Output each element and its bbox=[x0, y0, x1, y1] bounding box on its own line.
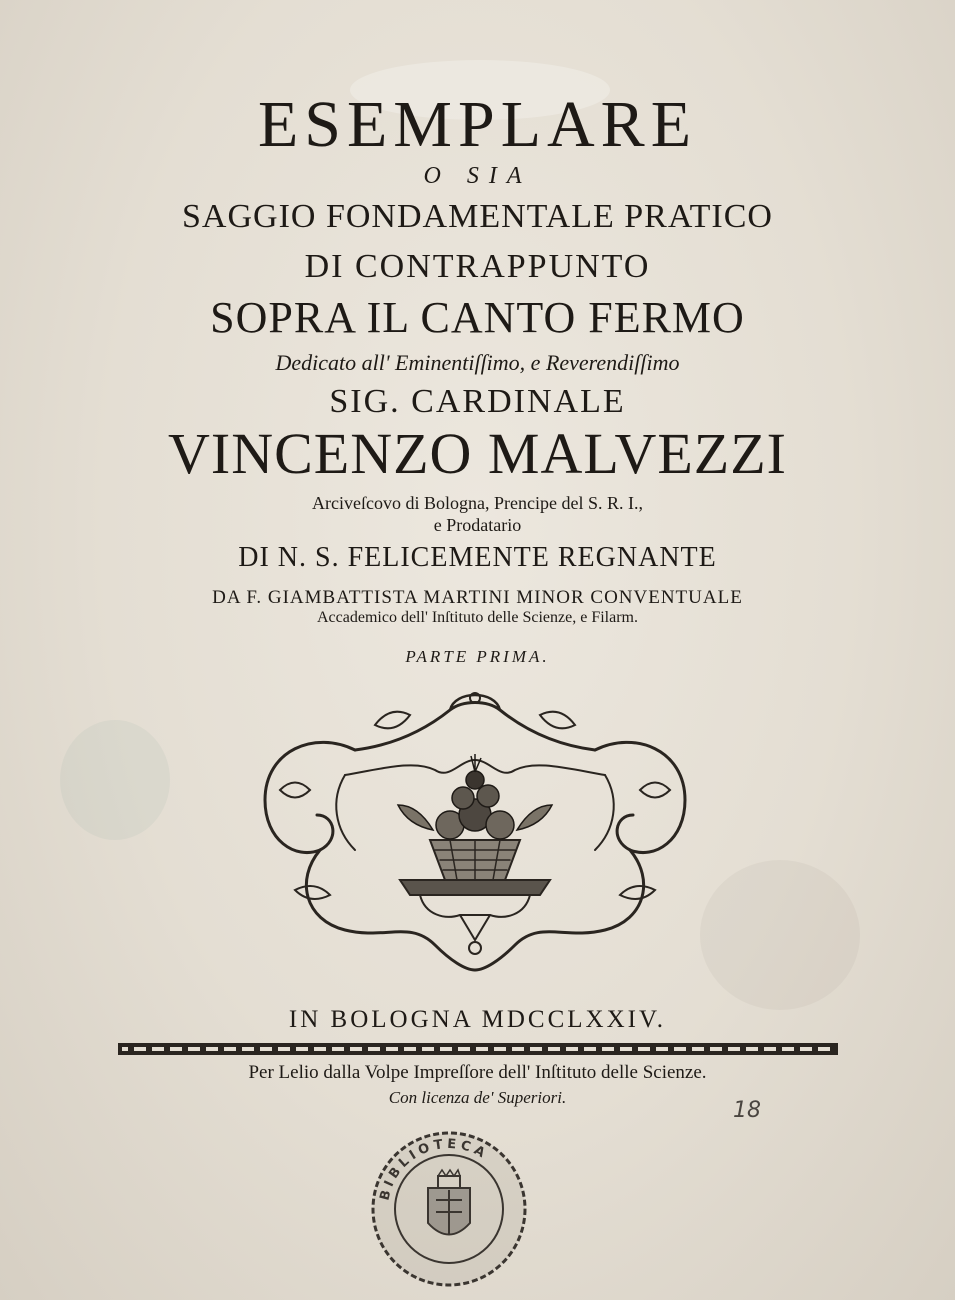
rule-dot bbox=[776, 1046, 782, 1052]
rule-dot bbox=[272, 1046, 278, 1052]
author-affiliation: Accademico dell' Inſtituto delle Scienze, e Filarm. bbox=[317, 609, 638, 626]
pope-line: DI N. S. FELICEMENTE REGNANTE bbox=[238, 542, 717, 573]
author-line: DA F. GIAMBATTISTA MARTINI MINOR CONVENTUALE bbox=[212, 587, 743, 608]
library-stamp-icon bbox=[368, 1128, 530, 1290]
rule-dot bbox=[632, 1046, 638, 1052]
rule-dot bbox=[236, 1046, 242, 1052]
subtitle-line-3: SOPRA IL CANTO FERMO bbox=[210, 293, 745, 342]
rule-dot bbox=[200, 1046, 206, 1052]
handwritten-annotation bbox=[733, 1098, 773, 1128]
place-year: IN BOLOGNA MDCCLXXIV. bbox=[288, 1006, 667, 1033]
subtitle-line-1: SAGGIO FONDAMENTALE PRATICO bbox=[182, 198, 773, 235]
rule-dot bbox=[524, 1046, 530, 1052]
rule-dot bbox=[704, 1046, 710, 1052]
annotation-number: 18 bbox=[733, 1098, 761, 1123]
rule-dot bbox=[506, 1046, 512, 1052]
rule-dot bbox=[182, 1046, 188, 1052]
rule-dot bbox=[596, 1046, 602, 1052]
rule-dot bbox=[362, 1046, 368, 1052]
cardinal-office-1: Arciveſcovo di Bologna, Prencipe del S. R. I., bbox=[312, 493, 643, 513]
printer-rule-icon bbox=[118, 1043, 838, 1055]
paper-stain bbox=[700, 860, 860, 1010]
rule-dot bbox=[344, 1046, 350, 1052]
rule-dot bbox=[326, 1046, 332, 1052]
cardinal-name: VINCENZO MALVEZZI bbox=[168, 421, 787, 486]
rule-dot bbox=[290, 1046, 296, 1052]
rule-dot bbox=[560, 1046, 566, 1052]
printer-line: Per Lelio dalla Volpe Impreſſore dell' Inſtituto delle Scienze. bbox=[248, 1062, 707, 1083]
book-title: ESEMPLARE bbox=[257, 88, 698, 161]
cardinal-office-2: e Prodatario bbox=[433, 515, 522, 535]
rule-dot bbox=[416, 1046, 422, 1052]
rule-dot bbox=[218, 1046, 224, 1052]
subtitle-line-2: DI CONTRAPPUNTO bbox=[304, 248, 651, 285]
rule-dot bbox=[380, 1046, 386, 1052]
part-label: PARTE PRIMA. bbox=[405, 647, 550, 666]
rule-dot bbox=[164, 1046, 170, 1052]
rule-dot bbox=[722, 1046, 728, 1052]
rule-dot bbox=[740, 1046, 746, 1052]
rule-dot bbox=[578, 1046, 584, 1052]
rule-dot bbox=[452, 1046, 458, 1052]
rule-dot bbox=[614, 1046, 620, 1052]
rule-dot bbox=[668, 1046, 674, 1052]
rule-dot bbox=[254, 1046, 260, 1052]
rule-dot bbox=[146, 1046, 152, 1052]
rule-dot bbox=[128, 1046, 134, 1052]
rule-dot bbox=[794, 1046, 800, 1052]
cardinal-title: SIG. CARDINALE bbox=[329, 383, 626, 420]
paper-stain bbox=[60, 720, 170, 840]
stamp-text: BIBLIOTECA bbox=[377, 1136, 491, 1202]
rule-dot bbox=[812, 1046, 818, 1052]
rule-dot bbox=[398, 1046, 404, 1052]
license-line: Con licenza de' Superiori. bbox=[388, 1088, 567, 1107]
rule-dot bbox=[308, 1046, 314, 1052]
dedication-line: Dedicato all' Eminentiſſimo, e Reverendiſſimo bbox=[275, 350, 680, 375]
rule-dot bbox=[488, 1046, 494, 1052]
rule-dot bbox=[686, 1046, 692, 1052]
rule-dot bbox=[542, 1046, 548, 1052]
rule-dot bbox=[434, 1046, 440, 1052]
cartouche-ornament-icon bbox=[235, 690, 715, 975]
o-sia-line: O SIA bbox=[423, 163, 532, 189]
rule-dot bbox=[650, 1046, 656, 1052]
rule-dot bbox=[758, 1046, 764, 1052]
rule-dot bbox=[470, 1046, 476, 1052]
rule-dot bbox=[830, 1046, 836, 1052]
